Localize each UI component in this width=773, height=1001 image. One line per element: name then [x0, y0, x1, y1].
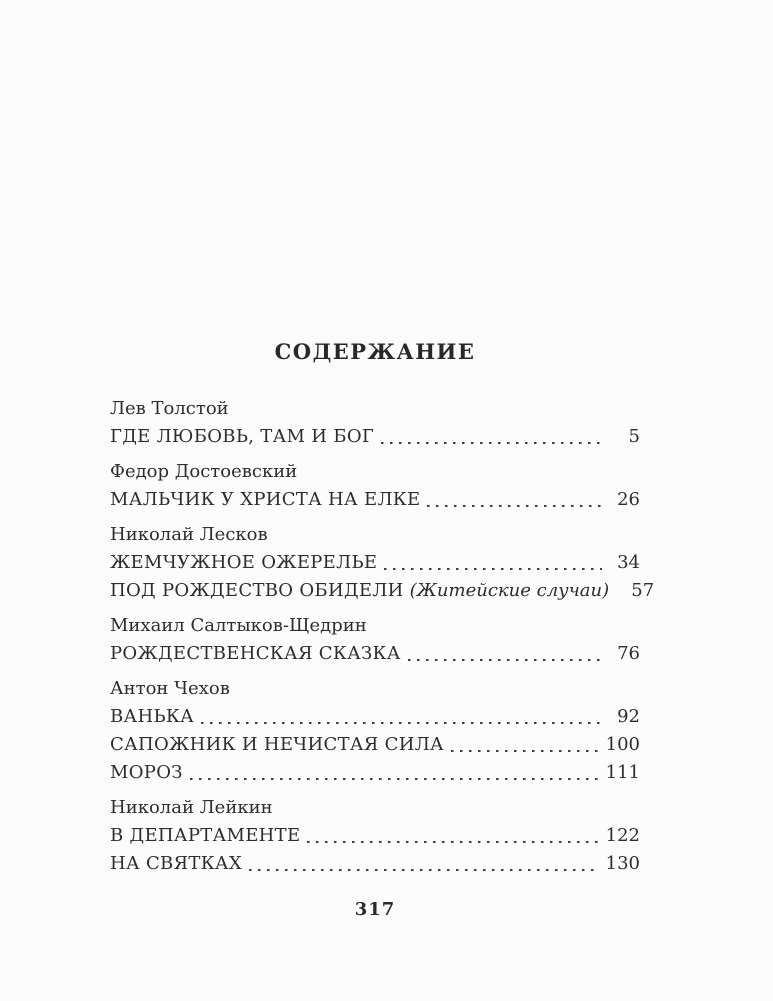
- entry-title: В ДЕПАРТАМЕНТЕ: [110, 825, 301, 846]
- entry-title: ЖЕМЧУЖНОЕ ОЖЕРЕЛЬЕ: [110, 552, 378, 573]
- dot-leader: [384, 568, 602, 570]
- entry-title: ГДЕ ЛЮБОВЬ, ТАМ И БОГ: [110, 426, 375, 447]
- entry-page-number: 57: [631, 580, 655, 601]
- toc-list: [110, 395, 655, 878]
- entry-page-number: 100: [605, 734, 640, 755]
- author-name: Николай Лейкин: [110, 797, 273, 818]
- folio-page-number: 317: [354, 899, 396, 920]
- toc-content: [110, 339, 655, 924]
- dot-leader: [451, 750, 600, 752]
- entry-page-number: 92: [617, 706, 640, 727]
- toc-entry-row: [110, 577, 655, 605]
- toc-section: [110, 458, 640, 514]
- toc-entry-row: [110, 759, 640, 787]
- dot-leader: [190, 778, 600, 780]
- toc-entry-row: [110, 703, 640, 731]
- entry-page-number: 122: [605, 825, 640, 846]
- dot-leader: [381, 442, 602, 444]
- author-name: Федор Достоевский: [110, 461, 298, 482]
- entry-page-number: 76: [617, 643, 640, 664]
- entry-title: МОРОЗ: [110, 762, 183, 783]
- toc-entry-row: [110, 423, 640, 451]
- toc-entry-row: [110, 486, 640, 514]
- toc-section: [110, 521, 655, 605]
- entry-title: ВАНЬКА: [110, 706, 195, 727]
- toc-entry-row: [110, 640, 640, 668]
- author-name: Николай Лесков: [110, 524, 268, 545]
- author-name: Лев Толстой: [110, 398, 229, 419]
- page-title: СОДЕРЖАНИЕ: [274, 339, 476, 364]
- dot-leader: [408, 659, 602, 661]
- entry-page-number: 111: [605, 762, 640, 783]
- entry-page-number: 26: [617, 489, 640, 510]
- entry-title: НА СВЯТКАХ: [110, 853, 242, 874]
- entry-title: САПОЖНИК И НЕЧИСТАЯ СИЛА: [110, 734, 444, 755]
- entry-page-number: 34: [617, 552, 640, 573]
- author-name: Антон Чехов: [110, 678, 230, 699]
- entry-title: РОЖДЕСТВЕНСКАЯ СКАЗКА: [110, 643, 401, 664]
- toc-section: [110, 675, 640, 787]
- toc-section: [110, 612, 640, 668]
- author-name: Михаил Салтыков-Щедрин: [110, 615, 367, 636]
- entry-page-number: 5: [628, 426, 640, 447]
- entry-title: МАЛЬЧИК У ХРИСТА НА ЕЛКЕ: [110, 489, 421, 510]
- dot-leader: [307, 841, 599, 843]
- dot-leader: [427, 505, 602, 507]
- toc-entry-row: [110, 850, 640, 878]
- toc-section: [110, 395, 640, 451]
- dot-leader: [249, 869, 600, 871]
- dot-leader: [201, 722, 602, 724]
- toc-entry-row: [110, 731, 640, 759]
- entry-page-number: 130: [605, 853, 640, 874]
- entry-subtitle: (Житейские случаи): [409, 580, 610, 601]
- toc-entry-row: [110, 549, 640, 577]
- toc-section: [110, 794, 640, 878]
- toc-entry-row: [110, 822, 640, 850]
- entry-title: ПОД РОЖДЕСТВО ОБИДЕЛИ (Житейские случаи): [110, 580, 610, 601]
